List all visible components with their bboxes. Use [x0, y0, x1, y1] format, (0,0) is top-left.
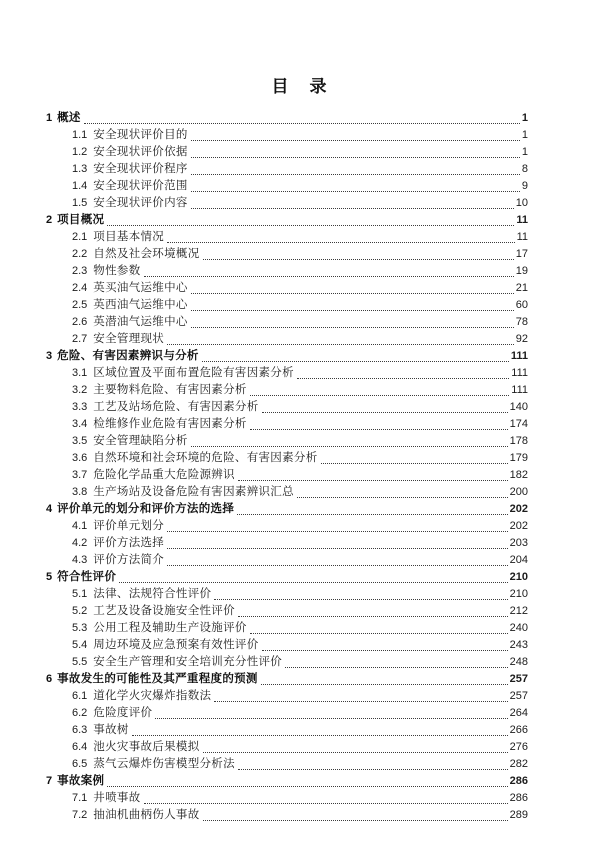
toc-entry-page: 203 [509, 537, 528, 549]
toc-entry-page: 78 [515, 316, 528, 328]
dot-leader [167, 229, 514, 243]
toc-entry-label: 安全管理现状 [93, 333, 165, 345]
toc-entry-page: 11 [516, 231, 528, 243]
toc-entry-page: 11 [516, 214, 528, 226]
dot-leader [167, 535, 508, 549]
toc-entry-page: 257 [509, 673, 528, 685]
toc-entry-page: 266 [509, 724, 528, 736]
dot-leader [132, 722, 508, 736]
toc-entry-page: 92 [515, 333, 528, 345]
toc-entry-number: 2.5 [72, 299, 88, 311]
dot-leader [144, 790, 508, 804]
toc-entry-page: 174 [509, 418, 528, 430]
toc-entry [46, 229, 528, 246]
dot-leader [214, 586, 507, 600]
dot-leader [84, 110, 520, 124]
page-title: 目 录 [271, 77, 329, 96]
dot-leader [262, 637, 508, 651]
toc-entry-number: 6.4 [72, 741, 88, 753]
toc-entry-label: 法律、法规符合性评价 [93, 588, 212, 600]
toc-entry [46, 620, 528, 637]
toc-entry-label: 自然环境和社会环境的危险、有害因素分析 [93, 452, 318, 464]
toc-entry-number: 3.2 [72, 384, 88, 396]
toc-entry-label: 危险、有害因素辨识与分析 [57, 350, 199, 362]
toc-entry-number: 3.6 [72, 452, 88, 464]
toc-list [0, 97, 600, 824]
toc-entry-label: 安全现状评价内容 [93, 197, 188, 209]
dot-leader [250, 382, 510, 396]
toc-entry-page: 178 [509, 435, 528, 447]
toc-entry [46, 161, 528, 178]
toc-entry [46, 212, 528, 229]
toc-entry-label: 蒸气云爆炸伤害模型分析法 [93, 758, 235, 770]
toc-entry-label: 周边环境及应急预案有效性评价 [93, 639, 259, 651]
dot-leader [203, 739, 508, 753]
toc-entry-number: 6.1 [72, 690, 88, 702]
toc-entry-label: 公用工程及辅助生产设施评价 [93, 622, 247, 634]
toc-entry [46, 756, 528, 773]
dot-leader [285, 654, 508, 668]
toc-entry [46, 297, 528, 314]
toc-entry-number: 2 [46, 214, 53, 226]
toc-entry [46, 178, 528, 195]
dot-leader [321, 450, 508, 464]
dot-leader [250, 620, 508, 634]
toc-entry-page: 9 [521, 180, 528, 192]
toc-entry-number: 2.3 [72, 265, 88, 277]
toc-entry-label: 危险化学品重大危险源辨识 [93, 469, 235, 481]
dot-leader [238, 603, 508, 617]
dot-leader [214, 688, 507, 702]
toc-entry-page: 60 [515, 299, 528, 311]
toc-entry-page: 282 [509, 758, 528, 770]
toc-entry-number: 2.6 [72, 316, 88, 328]
toc-entry-label: 安全管理缺陷分析 [93, 435, 188, 447]
toc-entry-page: 111 [511, 384, 528, 396]
toc-entry-page: 111 [510, 350, 528, 362]
dot-leader [203, 246, 514, 260]
toc-entry [46, 569, 528, 586]
dot-leader [191, 144, 520, 158]
toc-entry-number: 5.4 [72, 639, 88, 651]
dot-leader [107, 212, 514, 226]
toc-entry-number: 3.3 [72, 401, 88, 413]
toc-entry [46, 450, 528, 467]
toc-entry-page: 19 [515, 265, 528, 277]
dot-leader [119, 569, 508, 583]
toc-entry-number: 2.2 [72, 248, 88, 260]
toc-entry-page: 10 [515, 197, 528, 209]
toc-entry-label: 抽油机曲柄伤人事故 [93, 809, 200, 821]
dot-leader [261, 671, 508, 685]
dot-leader [191, 297, 514, 311]
toc-entry [46, 416, 528, 433]
toc-entry-label: 主要物料危险、有害因素分析 [93, 384, 247, 396]
toc-entry-page: 289 [509, 809, 528, 821]
toc-entry-label: 概述 [57, 112, 81, 124]
toc-entry-page: 210 [509, 571, 528, 583]
dot-leader [191, 314, 514, 328]
dot-leader [191, 195, 514, 209]
toc-entry-page: 1 [521, 112, 528, 124]
toc-entry-page: 182 [509, 469, 528, 481]
toc-entry [46, 433, 528, 450]
toc-entry-label: 区域位置及平面布置危险有害因素分析 [93, 367, 294, 379]
toc-entry [46, 484, 528, 501]
toc-entry [46, 314, 528, 331]
toc-entry [46, 195, 528, 212]
toc-entry [46, 671, 528, 688]
toc-entry [46, 467, 528, 484]
toc-entry-page: 240 [509, 622, 528, 634]
toc-entry-label: 安全现状评价依据 [93, 146, 188, 158]
toc-entry [46, 348, 528, 365]
toc-entry-label: 评价方法简介 [93, 554, 165, 566]
toc-entry [46, 586, 528, 603]
dot-leader [297, 365, 509, 379]
toc-entry-label: 生产场站及设备危险有害因素辨识汇总 [93, 486, 294, 498]
toc-entry-label: 事故案例 [57, 775, 105, 787]
dot-leader [167, 552, 508, 566]
toc-entry-label: 项目基本情况 [93, 231, 165, 243]
toc-entry-label: 工艺及设备设施安全性评价 [93, 605, 235, 617]
toc-entry-number: 1.1 [72, 129, 88, 141]
toc-entry-number: 6 [46, 673, 53, 685]
toc-entry [46, 790, 528, 807]
toc-entry-label: 事故树 [93, 724, 129, 736]
toc-entry-label: 评价单元的划分和评价方法的选择 [57, 503, 235, 515]
toc-entry-number: 5.5 [72, 656, 88, 668]
toc-entry-label: 项目概况 [57, 214, 105, 226]
toc-entry-label: 自然及社会环境概况 [93, 248, 200, 260]
toc-entry [46, 722, 528, 739]
dot-leader [297, 484, 508, 498]
dot-leader [250, 416, 508, 430]
dot-leader [167, 518, 508, 532]
toc-entry-number: 5.3 [72, 622, 88, 634]
toc-entry [46, 535, 528, 552]
toc-entry-label: 池火灾事故后果模拟 [93, 741, 200, 753]
toc-entry-number: 3.4 [72, 418, 88, 430]
toc-entry [46, 246, 528, 263]
dot-leader [191, 127, 520, 141]
toc-entry-page: 21 [515, 282, 528, 294]
toc-entry [46, 382, 528, 399]
toc-entry-page: 204 [509, 554, 528, 566]
toc-entry-label: 英潜油气运维中心 [93, 316, 188, 328]
toc-entry-label: 井喷事故 [93, 792, 141, 804]
toc-entry-page: 200 [509, 486, 528, 498]
toc-entry [46, 637, 528, 654]
toc-entry [46, 603, 528, 620]
toc-entry-number: 1.3 [72, 163, 88, 175]
toc-entry-page: 248 [509, 656, 528, 668]
toc-entry-label: 道化学火灾爆炸指数法 [93, 690, 212, 702]
toc-entry-number: 6.5 [72, 758, 88, 770]
toc-entry [46, 280, 528, 297]
toc-entry-page: 1 [521, 129, 528, 141]
dot-leader [191, 161, 520, 175]
toc-entry-number: 1.2 [72, 146, 88, 158]
toc-entry-number: 2.4 [72, 282, 88, 294]
toc-entry [46, 773, 528, 790]
toc-entry-number: 6.3 [72, 724, 88, 736]
toc-entry-page: 111 [511, 367, 528, 379]
toc-entry [46, 144, 528, 161]
toc-entry-label: 英买油气运维中心 [93, 282, 188, 294]
toc-entry-page: 8 [521, 163, 528, 175]
toc-entry-number: 1.4 [72, 180, 88, 192]
dot-leader [167, 331, 514, 345]
dot-leader [203, 807, 508, 821]
toc-entry [46, 501, 528, 518]
toc-entry [46, 807, 528, 824]
toc-entry-number: 2.1 [72, 231, 88, 243]
toc-entry-number: 7.1 [72, 792, 88, 804]
toc-entry-label: 评价方法选择 [93, 537, 165, 549]
toc-entry-number: 1 [46, 112, 53, 124]
toc-entry-page: 286 [509, 775, 528, 787]
toc-entry-page: 140 [509, 401, 528, 413]
toc-entry [46, 705, 528, 722]
toc-entry [46, 365, 528, 382]
toc-entry-number: 4 [46, 503, 53, 515]
toc-entry-label: 工艺及站场危险、有害因素分析 [93, 401, 259, 413]
toc-entry-page: 276 [509, 741, 528, 753]
toc-entry-page: 264 [509, 707, 528, 719]
toc-entry [46, 518, 528, 535]
toc-entry-label: 危险度评价 [93, 707, 153, 719]
toc-entry-number: 5.1 [72, 588, 88, 600]
toc-entry-number: 4.2 [72, 537, 88, 549]
toc-entry [46, 552, 528, 569]
toc-entry-page: 243 [509, 639, 528, 651]
toc-entry-number: 5 [46, 571, 53, 583]
toc-entry-label: 安全现状评价范围 [93, 180, 188, 192]
toc-entry-number: 3.1 [72, 367, 88, 379]
dot-leader [238, 467, 508, 481]
toc-entry-label: 事故发生的可能性及其严重程度的预测 [57, 673, 258, 685]
toc-entry-page: 210 [509, 588, 528, 600]
dot-leader [191, 178, 520, 192]
toc-entry-page: 202 [509, 520, 528, 532]
toc-entry-number: 4.1 [72, 520, 88, 532]
toc-entry [46, 127, 528, 144]
dot-leader [191, 433, 508, 447]
toc-entry [46, 654, 528, 671]
toc-entry-page: 1 [521, 146, 528, 158]
dot-leader [238, 756, 508, 770]
dot-leader [237, 501, 508, 515]
toc-entry [46, 331, 528, 348]
toc-entry [46, 263, 528, 280]
dot-leader [155, 705, 507, 719]
toc-entry-page: 286 [509, 792, 528, 804]
toc-entry [46, 739, 528, 756]
toc-entry-page: 179 [509, 452, 528, 464]
toc-entry-number: 3.7 [72, 469, 88, 481]
toc-entry-page: 202 [509, 503, 528, 515]
toc-entry-number: 5.2 [72, 605, 88, 617]
toc-entry-page: 212 [509, 605, 528, 617]
toc-entry-number: 7.2 [72, 809, 88, 821]
toc-entry-number: 3 [46, 350, 53, 362]
toc-entry-number: 1.5 [72, 197, 88, 209]
toc-entry-number: 4.3 [72, 554, 88, 566]
toc-entry-label: 安全现状评价程序 [93, 163, 188, 175]
toc-entry-label: 物性参数 [93, 265, 141, 277]
toc-entry-label: 检维修作业危险有害因素分析 [93, 418, 247, 430]
toc-entry-page: 17 [515, 248, 528, 260]
dot-leader [262, 399, 508, 413]
toc-entry-number: 3.8 [72, 486, 88, 498]
toc-entry-label: 安全现状评价目的 [93, 129, 188, 141]
toc-entry-number: 2.7 [72, 333, 88, 345]
toc-entry-label: 评价单元划分 [93, 520, 165, 532]
toc-entry-number: 6.2 [72, 707, 88, 719]
dot-leader [191, 280, 514, 294]
toc-entry [46, 399, 528, 416]
dot-leader [107, 773, 507, 787]
toc-entry [46, 110, 528, 127]
toc-entry-page: 257 [509, 690, 528, 702]
toc-entry [46, 688, 528, 705]
toc-entry-number: 3.5 [72, 435, 88, 447]
toc-entry-number: 7 [46, 775, 53, 787]
toc-entry-label: 安全生产管理和安全培训充分性评价 [93, 656, 283, 668]
dot-leader [202, 348, 509, 362]
toc-entry-label: 符合性评价 [57, 571, 117, 583]
toc-entry-label: 英西油气运维中心 [93, 299, 188, 311]
dot-leader [144, 263, 514, 277]
